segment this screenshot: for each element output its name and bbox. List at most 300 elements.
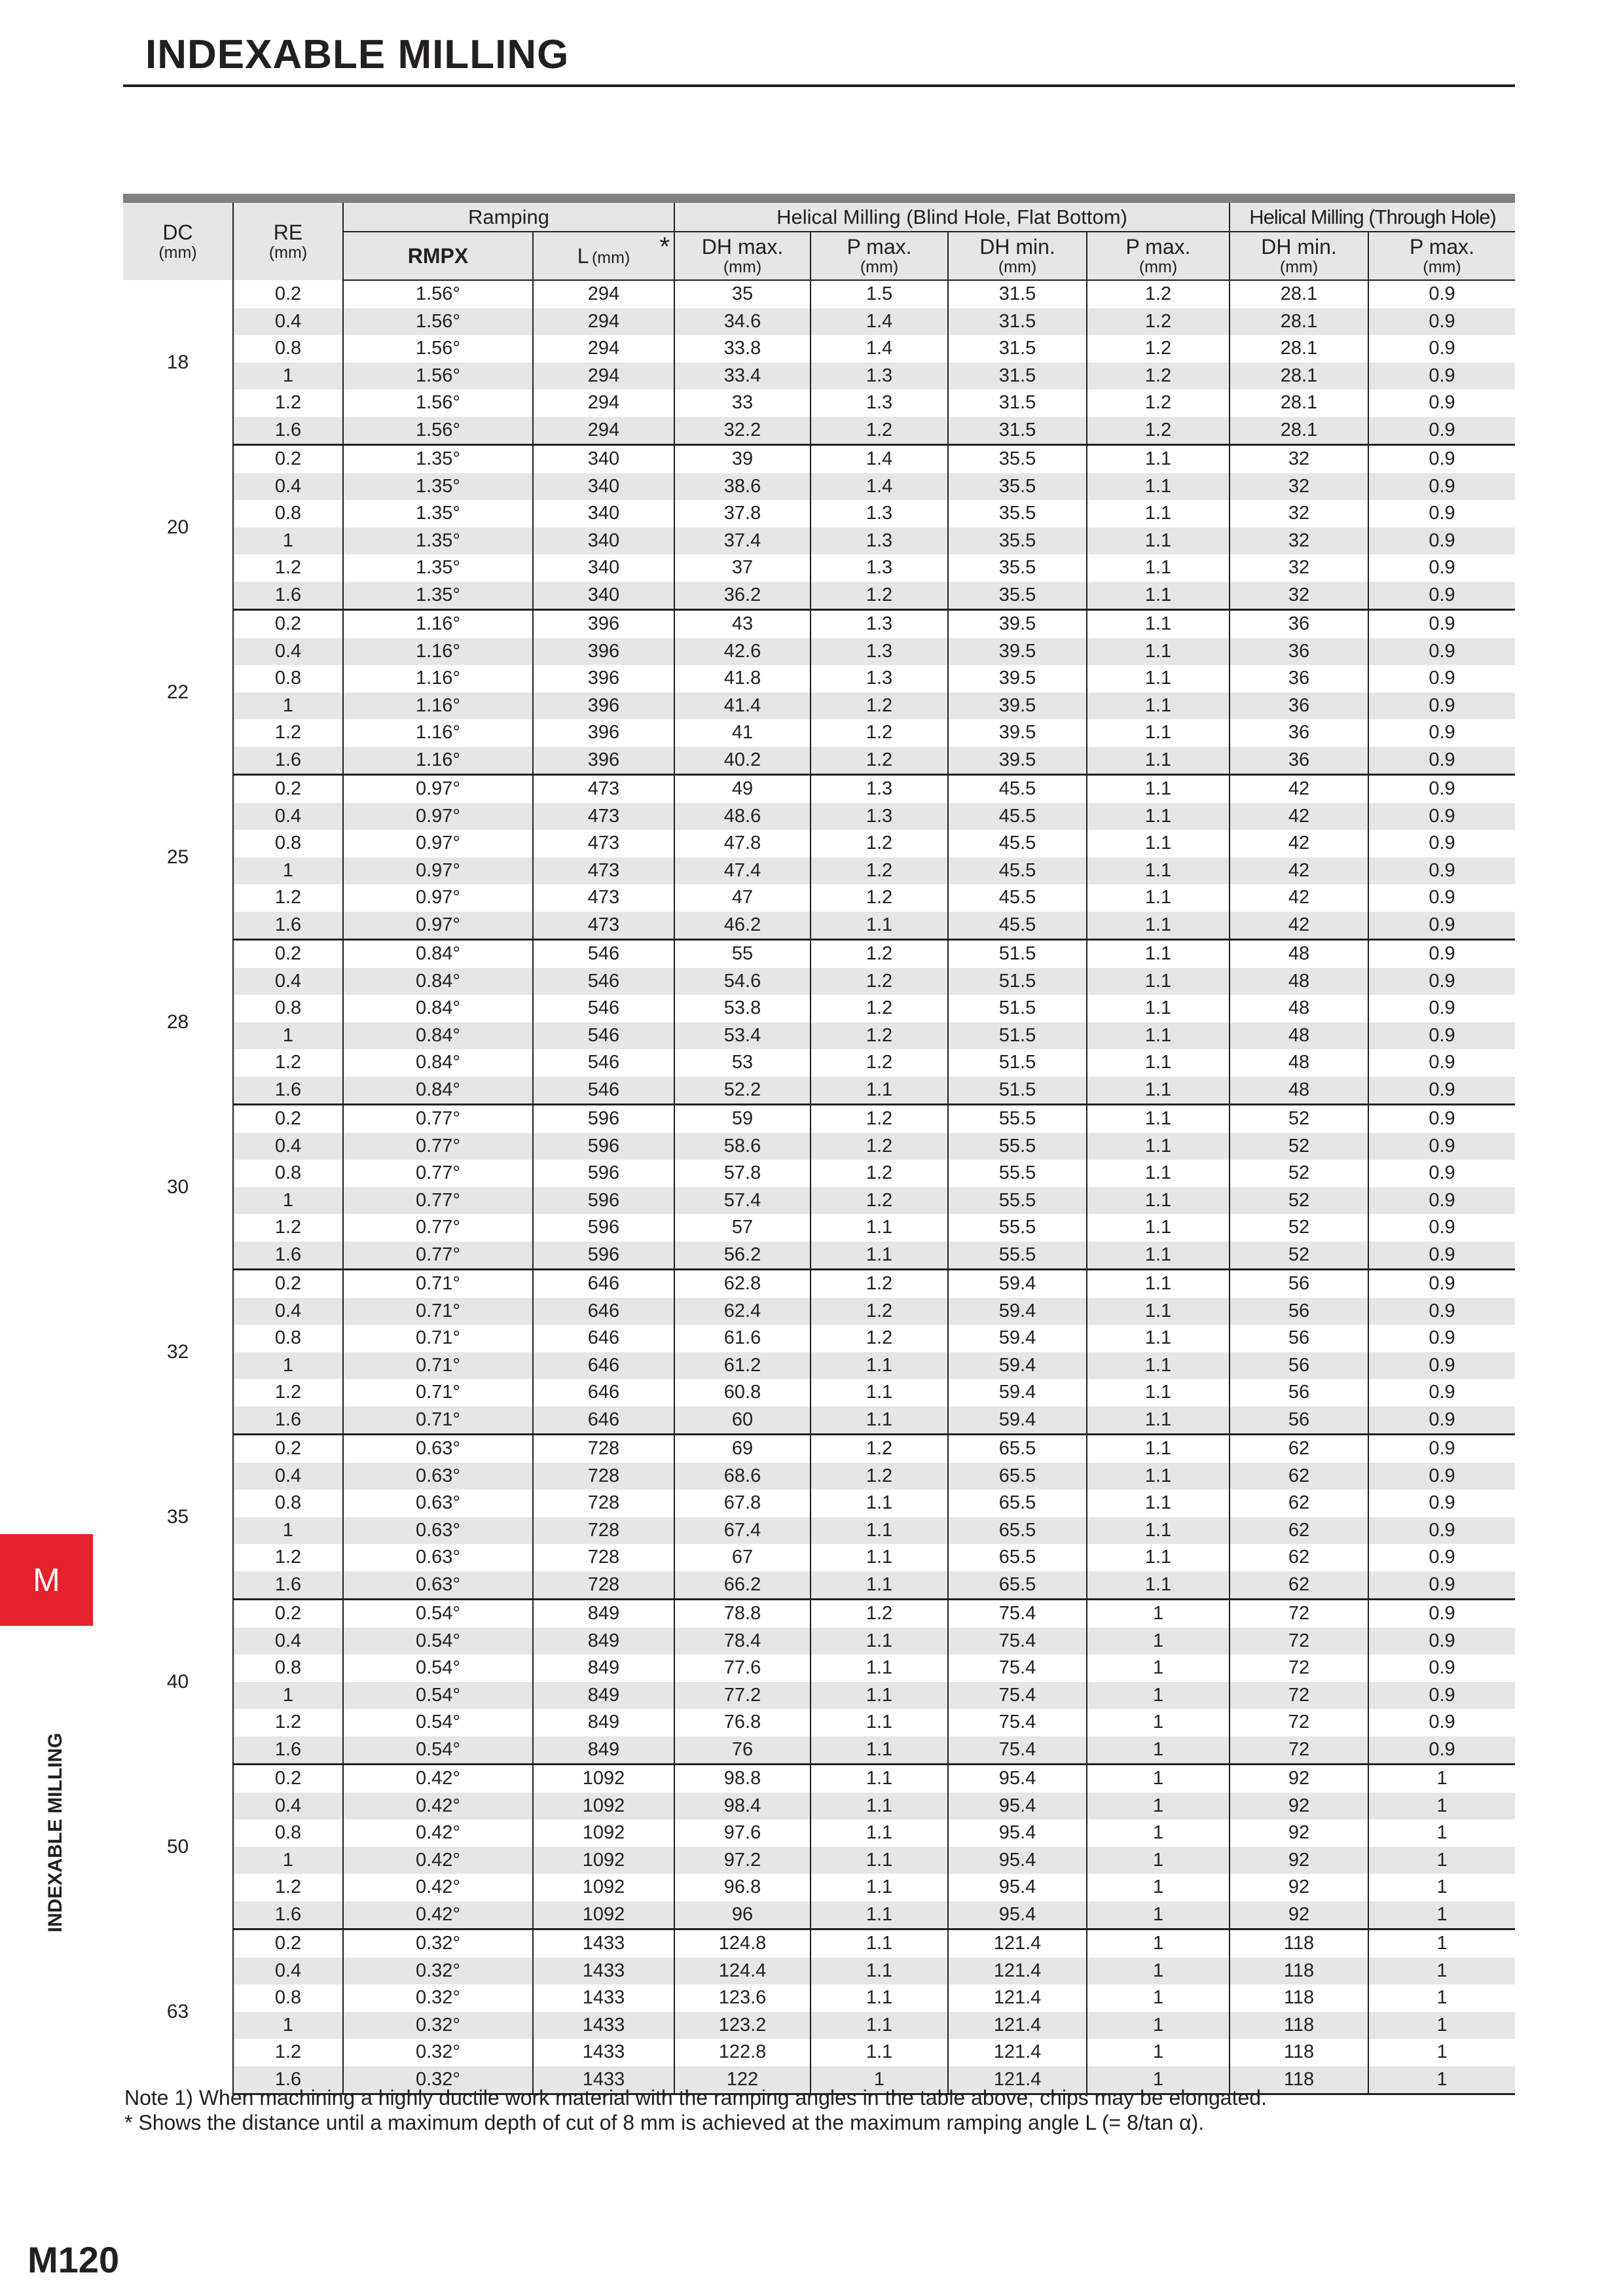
cell-re: 0.8 [233, 1160, 343, 1187]
cell-p-max-blind-2: 1.1 [1087, 940, 1230, 968]
table-row [123, 1187, 1515, 1215]
table-row [123, 1490, 1515, 1517]
cell-l: 340 [533, 500, 674, 528]
cell-re: 1.6 [233, 1571, 343, 1600]
col-p-max-blind [811, 232, 948, 280]
cell-rmpx: 0.54° [343, 1682, 533, 1710]
cell-re: 1 [233, 2012, 343, 2039]
cell-dh-max: 34.6 [674, 308, 811, 336]
page-title: INDEXABLE MILLING [145, 32, 570, 77]
table-row [123, 610, 1515, 638]
cell-rmpx: 1.35° [343, 554, 533, 582]
cell-dh-min-blind: 31.5 [948, 335, 1087, 363]
cell-l: 646 [533, 1298, 674, 1325]
cell-dh-min-through: 62 [1230, 1544, 1368, 1571]
cell-p-max-blind-2: 1.1 [1087, 554, 1230, 582]
cell-rmpx: 0.32° [343, 1958, 533, 1985]
cell-p-max-through: 0.9 [1368, 1709, 1515, 1736]
cell-p-max-blind-2: 1 [1087, 1901, 1230, 1929]
cell-l: 396 [533, 610, 674, 638]
cell-p-max-blind: 1.1 [811, 1214, 948, 1242]
cell-rmpx: 1.16° [343, 692, 533, 720]
table-row [123, 968, 1515, 996]
cell-dh-min-through: 72 [1230, 1628, 1368, 1655]
cell-dh-max: 39 [674, 445, 811, 473]
cell-p-max-blind-2: 1.1 [1087, 1463, 1230, 1490]
cell-dh-max: 60 [674, 1407, 811, 1435]
cell-p-max-through: 0.9 [1368, 554, 1515, 582]
cell-p-max-blind-2: 1 [1087, 1655, 1230, 1682]
cell-re: 0.8 [233, 995, 343, 1022]
cell-dh-min-blind: 55.5 [948, 1160, 1087, 1187]
cell-l: 546 [533, 940, 674, 968]
cell-dh-min-through: 118 [1230, 1929, 1368, 1958]
cell-dh-min-blind: 95.4 [948, 1793, 1087, 1820]
cell-l: 294 [533, 363, 674, 390]
cell-l: 849 [533, 1600, 674, 1628]
cell-dh-max: 37 [674, 554, 811, 582]
cell-p-max-blind-2: 1.1 [1087, 775, 1230, 803]
cell-dh-max: 76 [674, 1736, 811, 1765]
cell-dh-max: 57 [674, 1214, 811, 1242]
cell-l: 396 [533, 747, 674, 775]
cell-p-max-blind: 1.2 [811, 1600, 948, 1628]
cell-dh-min-through: 36 [1230, 692, 1368, 720]
cell-p-max-blind: 1.4 [811, 445, 948, 473]
cell-l: 396 [533, 692, 674, 720]
cell-l: 728 [533, 1435, 674, 1463]
cell-p-max-through: 0.9 [1368, 995, 1515, 1022]
cell-dh-min-through: 56 [1230, 1325, 1368, 1352]
cell-dh-max: 53 [674, 1049, 811, 1077]
cell-p-max-blind: 1.2 [811, 1270, 948, 1298]
cell-l: 546 [533, 995, 674, 1022]
cell-rmpx: 0.54° [343, 1736, 533, 1765]
cell-dh-min-through: 32 [1230, 582, 1368, 610]
cell-re: 1 [233, 1847, 343, 1874]
cell-dh-min-through: 52 [1230, 1187, 1368, 1215]
cell-p-max-blind: 1.2 [811, 1325, 948, 1352]
cell-p-max-through: 0.9 [1368, 1325, 1515, 1352]
cell-p-max-blind: 1.2 [811, 1049, 948, 1077]
cell-dh-min-through: 118 [1230, 1958, 1368, 1985]
cell-dh-min-through: 32 [1230, 500, 1368, 528]
table-row [123, 1958, 1515, 1985]
cell-p-max-blind: 1.1 [811, 1874, 948, 1901]
cell-re: 0.2 [233, 1929, 343, 1958]
table-row [123, 1242, 1515, 1270]
col-p-max-blind-2-label: P max. [1125, 235, 1191, 259]
cell-re: 0.8 [233, 1325, 343, 1352]
cell-dh-min-blind: 35.5 [948, 528, 1087, 555]
table-row [123, 940, 1515, 968]
cell-rmpx: 0.97° [343, 884, 533, 912]
cell-p-max-through: 0.9 [1368, 1270, 1515, 1298]
cell-rmpx: 0.54° [343, 1655, 533, 1682]
cell-p-max-through: 0.9 [1368, 1628, 1515, 1655]
cell-dh-min-through: 28.1 [1230, 335, 1368, 363]
cell-dh-min-blind: 55.5 [948, 1214, 1087, 1242]
cell-p-max-through: 0.9 [1368, 1490, 1515, 1517]
cell-dh-min-blind: 59.4 [948, 1325, 1087, 1352]
cell-rmpx: 0.54° [343, 1600, 533, 1628]
cell-rmpx: 1.35° [343, 582, 533, 610]
cell-p-max-blind-2: 1.1 [1087, 1544, 1230, 1571]
cell-l: 473 [533, 775, 674, 803]
cell-p-max-blind: 1.1 [811, 1958, 948, 1985]
cell-p-max-blind-2: 1 [1087, 1765, 1230, 1793]
table-row [123, 2012, 1515, 2039]
cell-p-max-blind: 1.2 [811, 1160, 948, 1187]
cell-dh-min-through: 42 [1230, 857, 1368, 885]
cell-p-max-through: 0.9 [1368, 280, 1515, 308]
cell-p-max-blind-2: 1.1 [1087, 1298, 1230, 1325]
cell-l: 294 [533, 308, 674, 336]
cell-re: 1 [233, 1022, 343, 1050]
cell-dh-max: 33.4 [674, 363, 811, 390]
cell-p-max-through: 0.9 [1368, 1571, 1515, 1600]
cell-p-max-through: 1 [1368, 1958, 1515, 1985]
cell-p-max-blind-2: 1 [1087, 1793, 1230, 1820]
col-dh-max-label: DH max. [701, 235, 784, 259]
cell-p-max-blind: 1.1 [811, 1901, 948, 1929]
cell-p-max-blind-2: 1.1 [1087, 1022, 1230, 1050]
cell-dh-min-blind: 55.5 [948, 1242, 1087, 1270]
cell-rmpx: 0.77° [343, 1105, 533, 1133]
cell-dh-min-blind: 45.5 [948, 803, 1087, 831]
cell-p-max-blind: 1.1 [811, 1929, 948, 1958]
cell-dh-min-blind: 45.5 [948, 857, 1087, 885]
cell-dc: 32 [123, 1270, 233, 1435]
cell-dh-max: 68.6 [674, 1463, 811, 1490]
cell-dh-min-through: 42 [1230, 803, 1368, 831]
cell-p-max-blind: 1.2 [811, 1105, 948, 1133]
cell-p-max-blind: 1.1 [811, 1571, 948, 1600]
cell-p-max-through: 0.9 [1368, 968, 1515, 996]
table-row [123, 389, 1515, 417]
cell-p-max-blind: 1.2 [811, 1022, 948, 1050]
cell-p-max-through: 0.9 [1368, 1655, 1515, 1682]
cell-dh-min-through: 36 [1230, 610, 1368, 638]
cell-dh-min-through: 92 [1230, 1874, 1368, 1901]
cell-p-max-blind-2: 1.2 [1087, 389, 1230, 417]
cell-p-max-blind-2: 1.1 [1087, 1325, 1230, 1352]
cell-dh-min-blind: 121.4 [948, 2066, 1087, 2094]
cell-p-max-through: 0.9 [1368, 1049, 1515, 1077]
table-row [123, 1325, 1515, 1352]
col-dh-max [674, 232, 811, 280]
cell-dh-min-through: 62 [1230, 1490, 1368, 1517]
cell-re: 0.8 [233, 1655, 343, 1682]
cell-dh-min-through: 56 [1230, 1379, 1368, 1407]
table-row [123, 1793, 1515, 1820]
cell-dh-max: 123.6 [674, 1984, 811, 2012]
cell-p-max-blind: 1.2 [811, 582, 948, 610]
cell-rmpx: 0.97° [343, 830, 533, 857]
cell-re: 1 [233, 857, 343, 885]
cell-dh-max: 47.4 [674, 857, 811, 885]
cell-p-max-blind-2: 1.1 [1087, 1407, 1230, 1435]
table-row [123, 1133, 1515, 1160]
cell-re: 1 [233, 1517, 343, 1545]
section-tab[interactable]: M [0, 1534, 93, 1626]
cell-re: 1.2 [233, 2039, 343, 2066]
cell-p-max-through: 1 [1368, 1984, 1515, 2012]
cell-p-max-blind-2: 1.1 [1087, 665, 1230, 692]
cell-dh-max: 32.2 [674, 417, 811, 445]
cell-p-max-through: 1 [1368, 2066, 1515, 2094]
cell-l: 294 [533, 335, 674, 363]
cell-l: 596 [533, 1242, 674, 1270]
table-row [123, 1984, 1515, 2012]
table-row [123, 1765, 1515, 1793]
cell-l: 546 [533, 1049, 674, 1077]
cell-p-max-blind: 1.1 [811, 1709, 948, 1736]
cell-rmpx: 0.84° [343, 995, 533, 1022]
cell-p-max-through: 1 [1368, 1765, 1515, 1793]
cell-rmpx: 0.63° [343, 1435, 533, 1463]
cell-dh-min-through: 28.1 [1230, 308, 1368, 336]
cell-dh-min-blind: 65.5 [948, 1571, 1087, 1600]
cell-dh-min-blind: 65.5 [948, 1544, 1087, 1571]
cell-p-max-blind-2: 1.1 [1087, 500, 1230, 528]
cell-re: 0.4 [233, 1298, 343, 1325]
table-body [123, 280, 1515, 2094]
cell-p-max-blind-2: 1.1 [1087, 968, 1230, 996]
cell-dc: 18 [123, 280, 233, 445]
ramping-helical-table [123, 203, 1515, 2095]
cell-p-max-blind: 1.2 [811, 719, 948, 747]
cell-re: 1.6 [233, 1077, 343, 1105]
cell-dh-max: 76.8 [674, 1709, 811, 1736]
table-row [123, 719, 1515, 747]
cell-rmpx: 0.84° [343, 1049, 533, 1077]
cell-dh-max: 37.4 [674, 528, 811, 555]
cell-dh-min-through: 28.1 [1230, 417, 1368, 445]
col-dh-min-through-unit: (mm) [1279, 258, 1319, 276]
cell-p-max-blind: 1.1 [811, 1682, 948, 1710]
cell-rmpx: 1.56° [343, 389, 533, 417]
note-1: Note 1) When machining a highly ductile work material with the ramping angles in the table above, chips may be elongated. [124, 2086, 1267, 2109]
cell-p-max-blind-2: 1.1 [1087, 1105, 1230, 1133]
cell-l: 849 [533, 1736, 674, 1765]
cell-dh-min-through: 62 [1230, 1435, 1368, 1463]
cell-dh-max: 37.8 [674, 500, 811, 528]
table-row [123, 2039, 1515, 2066]
table-row [123, 1077, 1515, 1105]
cell-dh-min-blind: 59.4 [948, 1270, 1087, 1298]
cell-re: 1.6 [233, 747, 343, 775]
cell-p-max-through: 0.9 [1368, 1187, 1515, 1215]
cell-rmpx: 0.71° [343, 1325, 533, 1352]
cell-rmpx: 0.84° [343, 940, 533, 968]
cell-dh-min-blind: 45.5 [948, 775, 1087, 803]
cell-dh-min-blind: 75.4 [948, 1736, 1087, 1765]
table-row [123, 995, 1515, 1022]
cell-dh-min-blind: 51.5 [948, 995, 1087, 1022]
cell-dh-min-through: 56 [1230, 1407, 1368, 1435]
cell-dh-max: 122.8 [674, 2039, 811, 2066]
cell-p-max-blind-2: 1 [1087, 2066, 1230, 2094]
cell-dh-min-through: 48 [1230, 1049, 1368, 1077]
cell-p-max-through: 1 [1368, 1847, 1515, 1874]
cell-p-max-blind-2: 1.1 [1087, 610, 1230, 638]
cell-re: 1 [233, 363, 343, 390]
cell-p-max-blind-2: 1 [1087, 1958, 1230, 1985]
cell-dh-min-blind: 39.5 [948, 638, 1087, 666]
cell-p-max-through: 1 [1368, 1874, 1515, 1901]
cell-dh-max: 124.4 [674, 1958, 811, 1985]
table-row [123, 692, 1515, 720]
cell-p-max-through: 0.9 [1368, 1435, 1515, 1463]
col-p-max-through-label: P max. [1410, 235, 1475, 259]
cell-dh-max: 41.8 [674, 665, 811, 692]
cell-dh-min-blind: 45.5 [948, 912, 1087, 940]
cell-re: 1.2 [233, 884, 343, 912]
cell-re: 0.2 [233, 610, 343, 638]
cell-p-max-through: 0.9 [1368, 389, 1515, 417]
cell-re: 1.2 [233, 554, 343, 582]
table-row [123, 1463, 1515, 1490]
cell-dh-max: 123.2 [674, 2012, 811, 2039]
col-dh-min-blind-label: DH min. [979, 235, 1055, 259]
cell-l: 340 [533, 445, 674, 473]
cell-dh-min-blind: 55.5 [948, 1187, 1087, 1215]
cell-re: 1.6 [233, 582, 343, 610]
cell-rmpx: 0.97° [343, 775, 533, 803]
cell-p-max-blind: 1.4 [811, 473, 948, 501]
cell-rmpx: 0.84° [343, 1022, 533, 1050]
cell-dh-max: 33.8 [674, 335, 811, 363]
cell-p-max-blind-2: 1.1 [1087, 912, 1230, 940]
cell-dh-min-blind: 95.4 [948, 1765, 1087, 1793]
cell-dh-min-blind: 39.5 [948, 719, 1087, 747]
cell-p-max-through: 1 [1368, 1929, 1515, 1958]
cell-p-max-blind: 1.2 [811, 1435, 948, 1463]
cell-l: 1433 [533, 2012, 674, 2039]
cell-p-max-blind-2: 1.1 [1087, 1187, 1230, 1215]
table-row [123, 1105, 1515, 1133]
cell-p-max-blind: 1.1 [811, 2039, 948, 2066]
table-row [123, 1407, 1515, 1435]
cell-p-max-through: 0.9 [1368, 1133, 1515, 1160]
cell-dh-max: 47.8 [674, 830, 811, 857]
cell-dh-min-through: 92 [1230, 1847, 1368, 1874]
cell-dh-max: 41.4 [674, 692, 811, 720]
cell-dh-max: 67.4 [674, 1517, 811, 1545]
table-row [123, 1682, 1515, 1710]
cell-p-max-through: 0.9 [1368, 1077, 1515, 1105]
cell-dh-max: 38.6 [674, 473, 811, 501]
cell-l: 596 [533, 1160, 674, 1187]
cell-dh-min-blind: 65.5 [948, 1490, 1087, 1517]
cell-re: 0.2 [233, 1270, 343, 1298]
asterisk-mark: * [659, 232, 670, 261]
cell-re: 0.4 [233, 1793, 343, 1820]
cell-dh-max: 41 [674, 719, 811, 747]
cell-dh-min-through: 72 [1230, 1682, 1368, 1710]
cell-dh-min-through: 36 [1230, 747, 1368, 775]
cell-p-max-blind-2: 1.1 [1087, 1160, 1230, 1187]
cell-l: 546 [533, 968, 674, 996]
cell-rmpx: 1.35° [343, 445, 533, 473]
cell-dh-min-through: 28.1 [1230, 389, 1368, 417]
cell-p-max-blind: 1.1 [811, 1736, 948, 1765]
cell-dh-max: 96 [674, 1901, 811, 1929]
cell-l: 1433 [533, 1984, 674, 2012]
cell-p-max-through: 0.9 [1368, 803, 1515, 831]
cell-l: 1092 [533, 1820, 674, 1847]
cell-l: 646 [533, 1270, 674, 1298]
cell-p-max-blind-2: 1 [1087, 1682, 1230, 1710]
table-row [123, 1298, 1515, 1325]
cell-dh-min-through: 92 [1230, 1820, 1368, 1847]
cell-dh-min-blind: 59.4 [948, 1407, 1087, 1435]
cell-re: 0.8 [233, 1490, 343, 1517]
cell-p-max-through: 1 [1368, 1793, 1515, 1820]
table-row [123, 1022, 1515, 1050]
cell-dh-min-blind: 121.4 [948, 2012, 1087, 2039]
cell-l: 1092 [533, 1847, 674, 1874]
cell-p-max-blind-2: 1.1 [1087, 1517, 1230, 1545]
cell-rmpx: 1.16° [343, 638, 533, 666]
cell-rmpx: 0.42° [343, 1820, 533, 1847]
table-row [123, 884, 1515, 912]
col-l-label: L [577, 244, 589, 268]
cell-dh-min-blind: 39.5 [948, 692, 1087, 720]
cell-p-max-blind: 1.3 [811, 610, 948, 638]
table-row [123, 1847, 1515, 1874]
cell-p-max-blind-2: 1.1 [1087, 830, 1230, 857]
cell-dh-min-through: 28.1 [1230, 280, 1368, 308]
table-row [123, 1901, 1515, 1929]
table-row [123, 1600, 1515, 1628]
table-row [123, 1544, 1515, 1571]
cell-rmpx: 1.35° [343, 500, 533, 528]
cell-p-max-through: 0.9 [1368, 1682, 1515, 1710]
cell-rmpx: 0.77° [343, 1242, 533, 1270]
cell-l: 728 [533, 1571, 674, 1600]
table-row [123, 445, 1515, 473]
col-p-max-blind-2 [1087, 232, 1230, 280]
cell-dh-max: 49 [674, 775, 811, 803]
cell-p-max-through: 0.9 [1368, 719, 1515, 747]
cell-dh-min-through: 72 [1230, 1736, 1368, 1765]
table-row [123, 417, 1515, 445]
cell-dh-max: 48.6 [674, 803, 811, 831]
table-row [123, 280, 1515, 308]
cell-dh-min-blind: 59.4 [948, 1379, 1087, 1407]
cell-dh-max: 62.4 [674, 1298, 811, 1325]
cell-l: 1433 [533, 2039, 674, 2066]
col-l [533, 232, 674, 280]
cell-p-max-through: 0.9 [1368, 884, 1515, 912]
cell-dh-min-blind: 35.5 [948, 445, 1087, 473]
cell-p-max-through: 0.9 [1368, 1105, 1515, 1133]
cell-re: 0.4 [233, 1463, 343, 1490]
cell-p-max-blind-2: 1.1 [1087, 1490, 1230, 1517]
table-row [123, 1929, 1515, 1958]
cell-p-max-blind: 1.3 [811, 554, 948, 582]
table-row [123, 308, 1515, 336]
cell-dh-min-through: 118 [1230, 2066, 1368, 2094]
cell-re: 1.2 [233, 1874, 343, 1901]
cell-dc: 25 [123, 775, 233, 940]
cell-p-max-blind-2: 1 [1087, 2012, 1230, 2039]
cell-re: 1.6 [233, 912, 343, 940]
cell-p-max-blind: 1.4 [811, 335, 948, 363]
cell-dh-min-through: 32 [1230, 554, 1368, 582]
